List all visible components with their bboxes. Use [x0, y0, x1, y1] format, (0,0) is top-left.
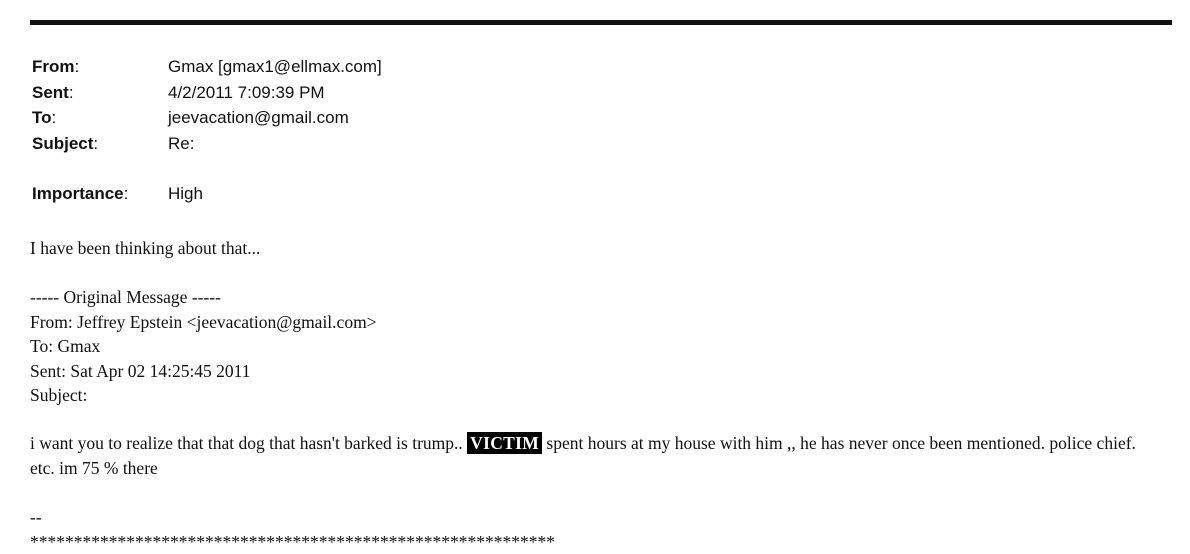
original-sent-line: Sent: Sat Apr 02 14:25:45 2011 [30, 359, 377, 384]
signature-dashes: -- [30, 505, 555, 530]
colon: : [52, 108, 57, 127]
reply-text: I have been thinking about that... [30, 236, 260, 261]
to-row [32, 105, 382, 131]
to-label-text: To [32, 108, 52, 127]
from-label [32, 54, 168, 80]
colon: : [69, 83, 74, 102]
subject-label [32, 131, 168, 157]
from-row [32, 54, 382, 80]
email-header [32, 54, 382, 207]
subject-label-text: Subject [32, 134, 93, 153]
original-subject-line: Subject: [30, 383, 377, 408]
sent-row [32, 80, 382, 106]
original-message-separator: ----- Original Message ----- [30, 285, 377, 310]
importance-label [32, 181, 168, 207]
subject-value: Re: [168, 131, 194, 157]
original-from-line: From: Jeffrey Epstein <jeevacation@gmail.com> [30, 310, 377, 335]
original-to-line: To: Gmax [30, 334, 377, 359]
sent-label [32, 80, 168, 106]
sent-label-text: Sent [32, 83, 69, 102]
top-rule [30, 20, 1172, 25]
from-label-text: From [32, 57, 75, 76]
to-label [32, 105, 168, 131]
original-message-header [30, 285, 377, 408]
subject-row [32, 131, 382, 157]
importance-label-text: Importance [32, 184, 124, 203]
signature-stars: ************************************************************ [30, 530, 555, 554]
signature [30, 505, 555, 554]
from-value: Gmax [gmax1@ellmax.com] [168, 54, 382, 80]
importance-value: High [168, 181, 203, 207]
sent-value: 4/2/2011 7:09:39 PM [168, 80, 325, 106]
importance-row [32, 181, 382, 207]
colon: : [75, 57, 80, 76]
to-value: jeevacation@gmail.com [168, 105, 349, 131]
colon: : [93, 134, 98, 153]
colon: : [124, 184, 129, 203]
message-text-after: spent hours at my house with him ,, he has never once been mentioned. police chief. etc. im 75 % there [30, 433, 1136, 478]
original-message-body [30, 431, 1160, 480]
message-text-before: i want you to realize that that dog that hasn't barked is trump.. [30, 433, 467, 453]
redaction-label: VICTIM [467, 432, 542, 454]
